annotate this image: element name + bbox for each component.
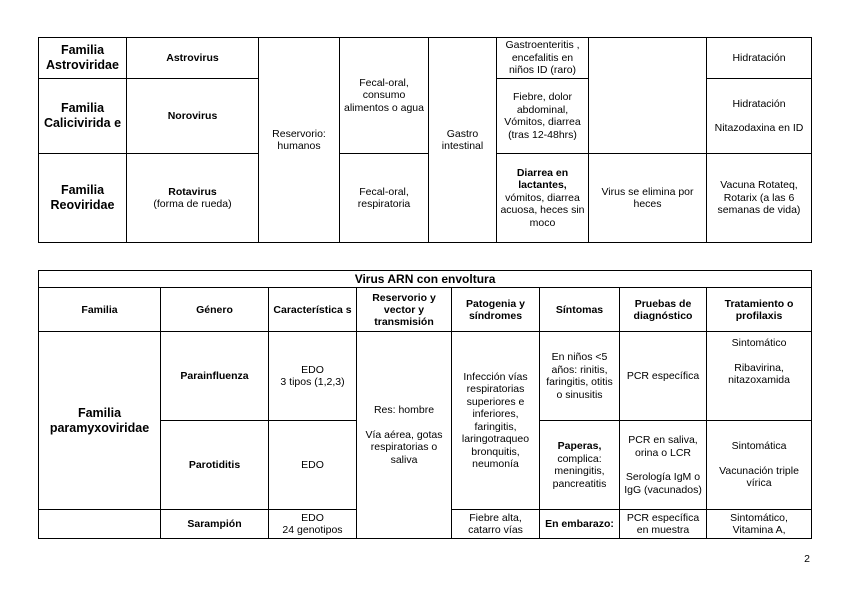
- symptoms-rotavirus-bold: Diarrea en lactantes,: [516, 166, 569, 192]
- reservoir-cell: Reservorio: humanos: [259, 38, 340, 243]
- table-header-row: [39, 288, 812, 332]
- header-diagnosis: Pruebas de diagnóstico: [620, 288, 707, 332]
- char-sarampion-line-1: EDO: [301, 511, 324, 524]
- genus-parotiditis: Parotiditis: [161, 421, 269, 510]
- table-title: Virus ARN con envoltura: [39, 271, 812, 288]
- genus-astrovirus: Astrovirus: [127, 38, 259, 79]
- symptoms-rotavirus-text: vómitos, diarrea acuosa, heces sin moco: [500, 191, 585, 229]
- char-parainfluenza-line-2: 3 tipos (1,2,3): [280, 376, 345, 388]
- symptoms-parotiditis-bold: Paperas,: [557, 440, 602, 452]
- header-reservoir: Reservorio y vector y transmisión: [357, 288, 452, 332]
- genus-norovirus: Norovirus: [127, 79, 259, 154]
- symptoms-parotiditis-text: complica: meningitis, pancreatitis: [552, 452, 607, 490]
- table-row: [39, 38, 812, 79]
- table-rna-naked-viruses: [38, 37, 812, 243]
- diagnosis-parotiditis: [620, 421, 707, 510]
- transmission-cell-top: Fecal-oral, consumo alimentos o agua: [340, 38, 429, 154]
- family-astroviridae: Familia Astroviridae: [39, 38, 127, 79]
- transmission-cell-bottom: Fecal-oral, respiratoria: [340, 154, 429, 243]
- char-sarampion-line-2: 24 genotipos: [282, 524, 343, 536]
- diagnosis-parotiditis-line-2: Serología IgM o IgG (vacunados): [624, 471, 702, 496]
- family-empty-cell: [39, 510, 161, 539]
- symptoms-astrovirus: Gastroenteritis , encefalitis en niños ID (raro): [497, 38, 589, 79]
- header-pathogeny: Patogenia y síndromes: [452, 288, 540, 332]
- reservoir-line-2: Vía aérea, gotas respiratorias o saliva: [365, 428, 443, 466]
- page-number: 2: [804, 553, 810, 565]
- header-characteristics: Característica s: [269, 288, 357, 332]
- genus-parainfluenza: Parainfluenza: [161, 332, 269, 421]
- genus-rotavirus-note: (forma de rueda): [153, 198, 232, 210]
- treatment-rotavirus: Vacuna Rotateq, Rotarix (a las 6 semanas de vida): [707, 154, 812, 243]
- diagnosis-rotavirus: Virus se elimina por heces: [589, 154, 707, 243]
- reservoir-paramyxo: [357, 332, 452, 539]
- treatment-parainfluenza-line-1: Sintomático: [731, 337, 787, 349]
- family-reoviridae: Familia Reoviridae: [39, 154, 127, 243]
- treatment-norovirus: [707, 79, 812, 154]
- genus-sarampion: Sarampión: [161, 510, 269, 539]
- header-family: Familia: [39, 288, 161, 332]
- char-parainfluenza-line-1: EDO: [301, 363, 324, 376]
- pathogeny-cell: Gastro intestinal: [429, 38, 497, 243]
- treatment-parotiditis-line-2: Vacunación triple vírica: [719, 464, 799, 490]
- reservoir-line-1: Res: hombre: [373, 404, 435, 416]
- symptoms-sarampion: [540, 510, 620, 539]
- symptoms-parainfluenza: En niños <5 años: rinitis, faringitis, otitis o sinusitis: [540, 332, 620, 421]
- treatment-norovirus-line-1: Hidratación: [732, 97, 786, 110]
- diagnosis-sarampion: PCR específica en muestra: [620, 510, 707, 539]
- treatment-astrovirus: Hidratación: [707, 38, 812, 79]
- symptoms-parotiditis: [540, 421, 620, 510]
- table-row: [39, 332, 812, 421]
- table-row: [39, 271, 812, 288]
- family-caliciviridae: Familia Calicivirida e: [39, 79, 127, 154]
- char-parainfluenza: [269, 332, 357, 421]
- family-paramyxoviridae: Familia paramyxoviridae: [39, 332, 161, 510]
- header-genus: Género: [161, 288, 269, 332]
- diagnosis-parotiditis-line-1: PCR en saliva, orina o LCR: [628, 434, 698, 459]
- diagnosis-empty-cell: [589, 38, 707, 154]
- symptoms-rotavirus: [497, 154, 589, 243]
- char-sarampion: [269, 510, 357, 539]
- treatment-sarampion: Sintomático, Vitamina A,: [707, 510, 812, 539]
- table-rna-enveloped-viruses: [38, 270, 812, 539]
- char-parotiditis: EDO: [269, 421, 357, 510]
- treatment-parainfluenza-line-2: Ribavirina, nitazoxamida: [728, 361, 790, 386]
- treatment-norovirus-line-2: Nitazodaxina en ID: [714, 122, 804, 134]
- pathogeny-sarampion: Fiebre alta, catarro vías: [452, 510, 540, 539]
- header-symptoms: Síntomas: [540, 288, 620, 332]
- treatment-parotiditis-line-1: Sintomática: [731, 440, 787, 453]
- treatment-parainfluenza: [707, 332, 812, 421]
- genus-rotavirus: Rotavirus: [168, 185, 217, 198]
- treatment-parotiditis: [707, 421, 812, 510]
- genus-rotavirus-cell: [127, 154, 259, 243]
- diagnosis-parainfluenza: PCR específica: [620, 332, 707, 421]
- symptoms-norovirus: Fiebre, dolor abdominal, Vómitos, diarrea (tras 12-48hrs): [497, 79, 589, 154]
- header-treatment: Tratamiento o profilaxis: [707, 288, 812, 332]
- pathogeny-paramyxo: Infección vías respiratorias superiores e inferiores, faringitis, laringotraqueo bronquitis, neumonía: [452, 332, 540, 510]
- symptoms-sarampion-bold: En embarazo:: [545, 517, 614, 530]
- table-row: [39, 154, 812, 243]
